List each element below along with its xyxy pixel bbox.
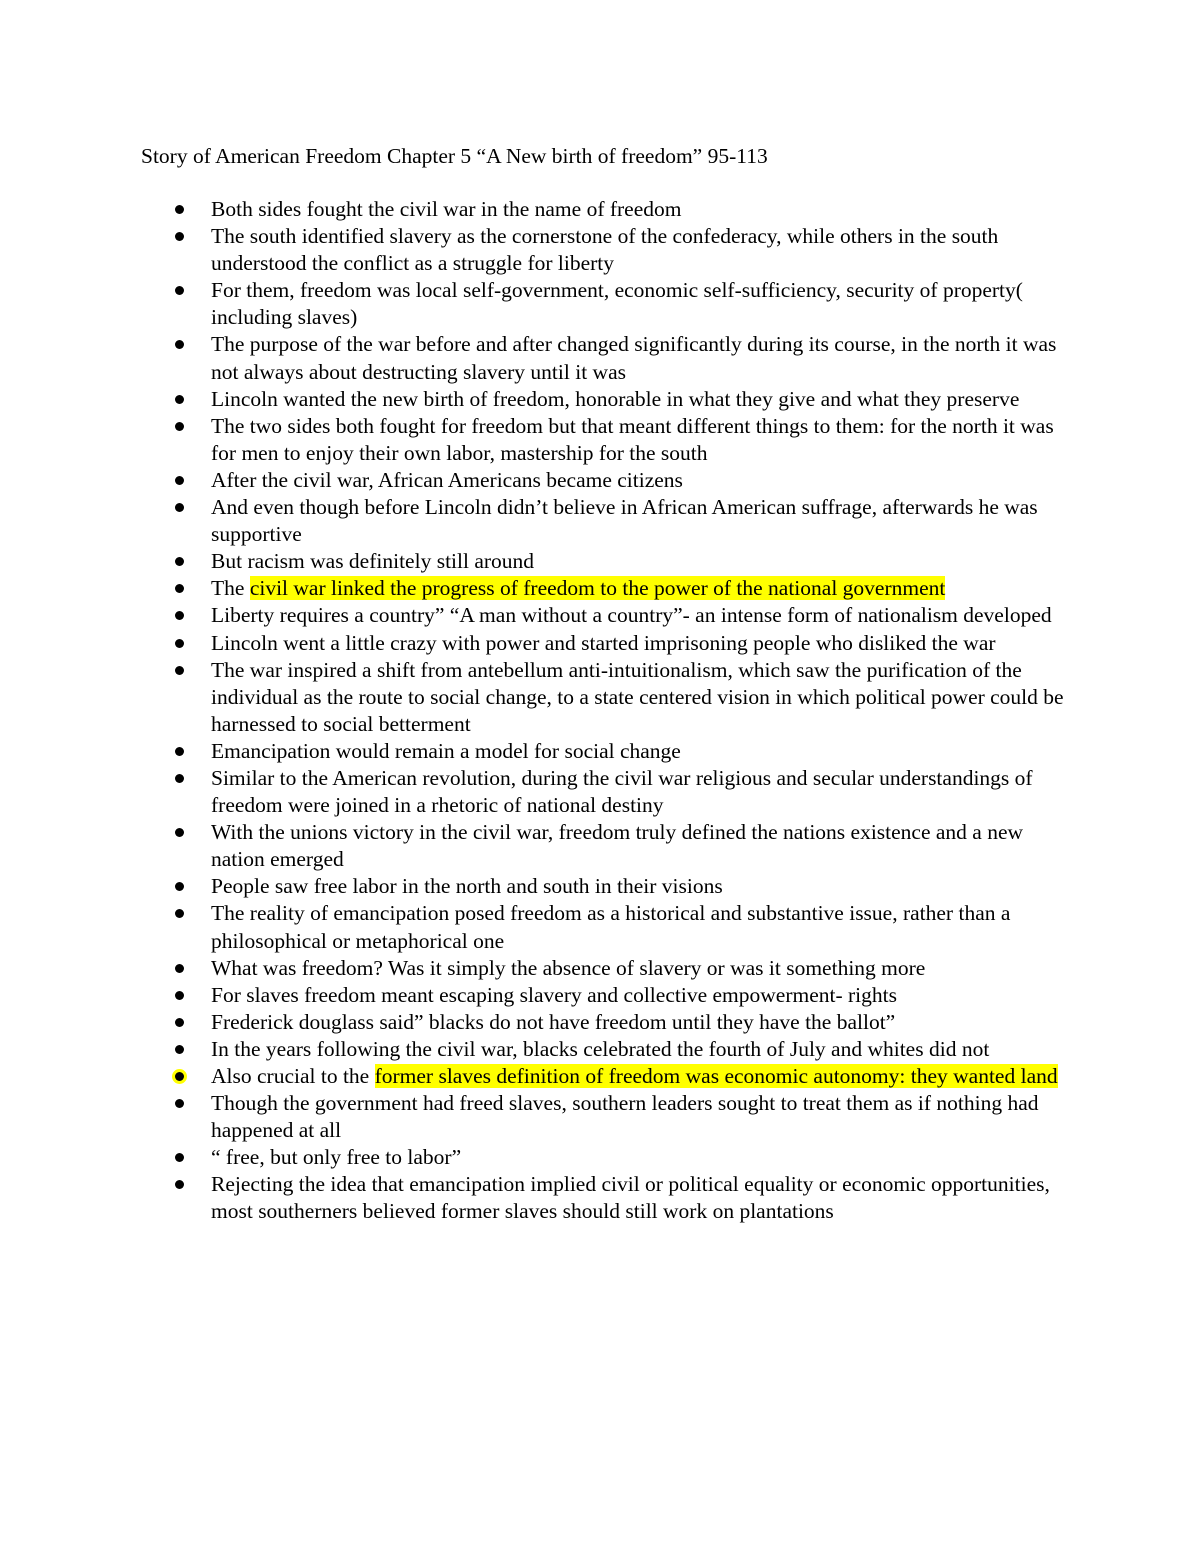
note-text: After the civil war, African Americans became citizens [211, 467, 683, 492]
bullet-icon [175, 584, 184, 593]
note-text: For them, freedom was local self-government, economic self-sufficiency, security of property( including slaves) [211, 278, 1023, 330]
bullet-icon [175, 611, 184, 620]
bullet-icon [175, 205, 184, 214]
note-text: For slaves freedom meant escaping slavery and collective empowerment- rights [211, 982, 897, 1007]
note-item [0, 1036, 1071, 1063]
bullet-icon [175, 503, 184, 512]
note-text: What was freedom? Was it simply the absence of slavery or was it something more [211, 955, 926, 980]
note-text: Lincoln went a little crazy with power and started imprisoning people who disliked the war [211, 630, 996, 655]
note-text: Liberty requires a country” “A man without a country”- an intense form of nationalism developed [211, 603, 1052, 628]
bullet-icon [175, 476, 184, 485]
bullet-icon [175, 1072, 184, 1081]
note-text: The two sides both fought for freedom but that meant different things to them: for the north it was for men to enjoy their own labor, mastership for the south [211, 413, 1054, 465]
note-text: Similar to the American revolution, during the civil war religious and secular understandings of freedom were joined in a rhetoric of national destiny [211, 765, 1033, 818]
highlighted-text: former slaves definition of freedom was economic autonomy: they wanted land [374, 1064, 1058, 1088]
note-text: “ free, but only free to labor” [211, 1145, 462, 1170]
note-item [0, 873, 1071, 900]
note-item [0, 1171, 1071, 1225]
bullet-icon [175, 395, 184, 404]
note-text: The [211, 576, 250, 601]
note-text: Emancipation would remain a model for social change [211, 738, 681, 763]
note-text: The war inspired a shift from antebellum anti-intuitionalism, which saw the purification of the individual as the route to social change, to a state centered vision in which political power could be harnessed to social betterment [211, 657, 1064, 736]
note-text: The purpose of the war before and after changed significantly during its course, in the north it was not always about destructing slavery until it was [211, 332, 1057, 384]
bullet-icon [175, 909, 184, 918]
note-item [0, 1009, 1071, 1036]
highlighted-text: civil war linked the progress of freedom to the power of the national government [249, 576, 946, 601]
note-item [0, 196, 1071, 223]
note-item [0, 765, 1071, 819]
bullet-icon [175, 747, 184, 756]
note-item [0, 657, 1071, 738]
note-item [0, 331, 1071, 385]
note-text: People saw free labor in the north and south in their visions [211, 874, 723, 899]
bullet-icon [175, 1180, 184, 1189]
note-item [0, 602, 1071, 629]
note-item [0, 494, 1071, 548]
bullet-icon [175, 774, 184, 783]
note-text: With the unions victory in the civil war, freedom truly defined the nations existence and a new nation emerged [211, 820, 1024, 872]
note-item [0, 223, 1071, 277]
note-item [0, 1144, 1071, 1171]
bullet-icon [175, 1099, 184, 1108]
bullet-icon [175, 422, 184, 431]
bullet-icon [175, 882, 184, 891]
note-text: The reality of emancipation posed freedom as a historical and substantive issue, rather than a philosophical or metaphorical one [211, 901, 1011, 953]
bullet-icon [175, 828, 184, 837]
note-item [0, 982, 1071, 1009]
bullet-icon [175, 639, 184, 648]
bullet-icon [175, 557, 184, 566]
note-item [0, 467, 1071, 494]
note-item [0, 900, 1071, 954]
note-item [0, 1063, 1071, 1090]
note-item [0, 413, 1071, 467]
note-item [0, 548, 1071, 575]
document-title: Story of American Freedom Chapter 5 “A New birth of freedom” 95-113 [141, 144, 768, 168]
note-item [0, 819, 1071, 873]
note-item [0, 955, 1071, 982]
note-text: Though the government had freed slaves, southern leaders sought to treat them as if nothing had happened at all [211, 1091, 1039, 1143]
bullet-icon [175, 1045, 184, 1054]
bullet-icon [175, 1018, 184, 1027]
note-text: The south identified slavery as the cornerstone of the confederacy, while others in the south understood the conflict as a struggle for liberty [211, 224, 999, 276]
note-item [0, 575, 1071, 602]
note-text: Both sides fought the civil war in the name of freedom [211, 197, 682, 221]
note-item [0, 277, 1071, 331]
bullet-icon [175, 991, 184, 1000]
note-text: But racism was definitely still around [211, 549, 535, 574]
note-item [0, 738, 1071, 765]
bullet-icon [175, 1153, 184, 1162]
bullet-icon [175, 232, 184, 241]
note-item [0, 1090, 1071, 1144]
bullet-icon [175, 340, 184, 349]
notes-list [0, 196, 1200, 1226]
note-text: Frederick douglass said” blacks do not have freedom until they have the ballot” [211, 1009, 896, 1034]
bullet-icon [175, 964, 184, 973]
note-text: Rejecting the idea that emancipation implied civil or political equality or economic opportunities, most southerners believed former slaves should still work on plantations [211, 1172, 1050, 1224]
note-text: Also crucial to the [211, 1064, 375, 1088]
note-text: And even though before Lincoln didn’t believe in African American suffrage, afterwards he was supportive [211, 495, 1038, 547]
bullet-icon [175, 666, 184, 675]
note-text: Lincoln wanted the new birth of freedom, honorable in what they give and what they preserve [211, 386, 1020, 411]
note-item [0, 386, 1071, 413]
note-text: In the years following the civil war, blacks celebrated the fourth of July and whites did not [211, 1036, 990, 1061]
bullet-icon [175, 286, 184, 295]
note-item [0, 630, 1071, 657]
